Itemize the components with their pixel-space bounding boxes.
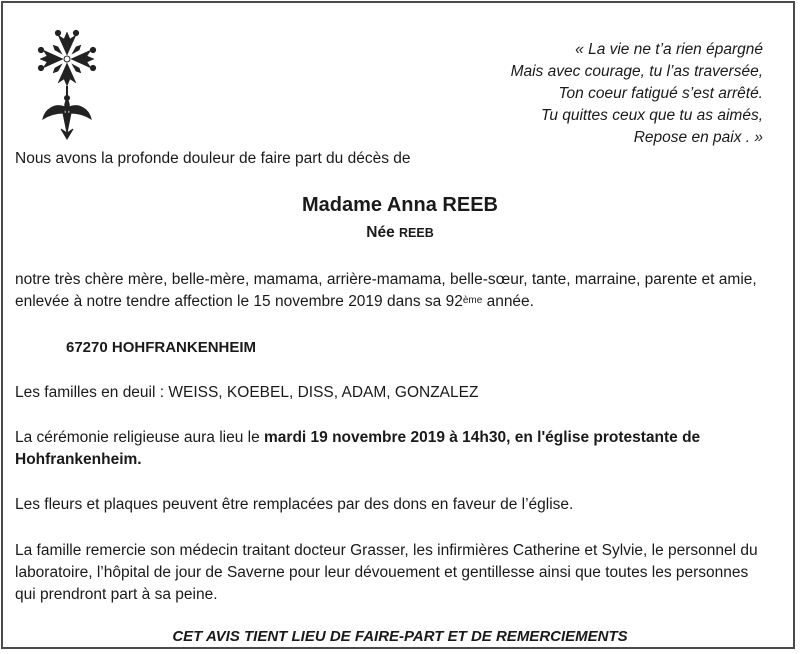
poem-line: Repose en paix . » [633,129,763,146]
intro-text: Nous avons la profonde douleur de faire part du décès de [15,150,411,167]
flowers-text: Les fleurs et plaques peuvent être remplacées par des dons en faveur de l’église. [15,496,574,513]
poem [511,39,763,149]
thanks-text: La famille remercie son médecin traitant docteur Grasser, les infirmières Catherine et Sylvie, le personnel du laboratoire, l’hôpital de jour de Saverne pour leur dévouement et gentillesse ainsi que toutes les personnes qui prendront part à sa peine. [15,542,758,603]
nee-label: Née [366,224,395,241]
nee-name: REEB [399,226,434,240]
obituary-notice [1,1,795,649]
ceremony-prefix: La cérémonie religieuse aura lieu le [15,429,265,446]
poem-line: Tu quittes ceux que tu as aimés, [541,107,763,124]
address: 67270 HOHFRANKENHEIM [66,339,257,356]
maiden-name [3,222,797,244]
relation-superscript: ème [462,295,483,306]
relation-text [15,269,767,313]
ceremony-details: mardi 19 novembre 2019 à 14h30, en l'église protestante de Hohfrankenheim. [15,429,701,468]
families-text: Les familles en deuil : WEISS, KOEBEL, DISS, ADAM, GONZALEZ [15,384,479,401]
poem-line: Ton coeur fatigué s’est arrêté. [558,85,763,102]
huguenot-cross-icon [29,15,105,143]
poem-line: « La vie ne t’a rien épargné [575,41,763,58]
footer-notice: CET AVIS TIENT LIEU DE FAIRE-PART ET DE REMERCIEMENTS [172,628,628,645]
ceremony-text [15,427,767,471]
relation-tail: année. [482,293,534,310]
relation-main: notre très chère mère, belle-mère, mamama, arrière-mamama, belle-sœur, tante, marraine, parente et amie, enlevée à notre tendre affection le 15 novembre 2019 dans sa 92 [15,271,757,310]
deceased-name: Madame Anna REEB [302,194,498,216]
poem-line: Mais avec courage, tu l’as traversée, [510,63,763,80]
